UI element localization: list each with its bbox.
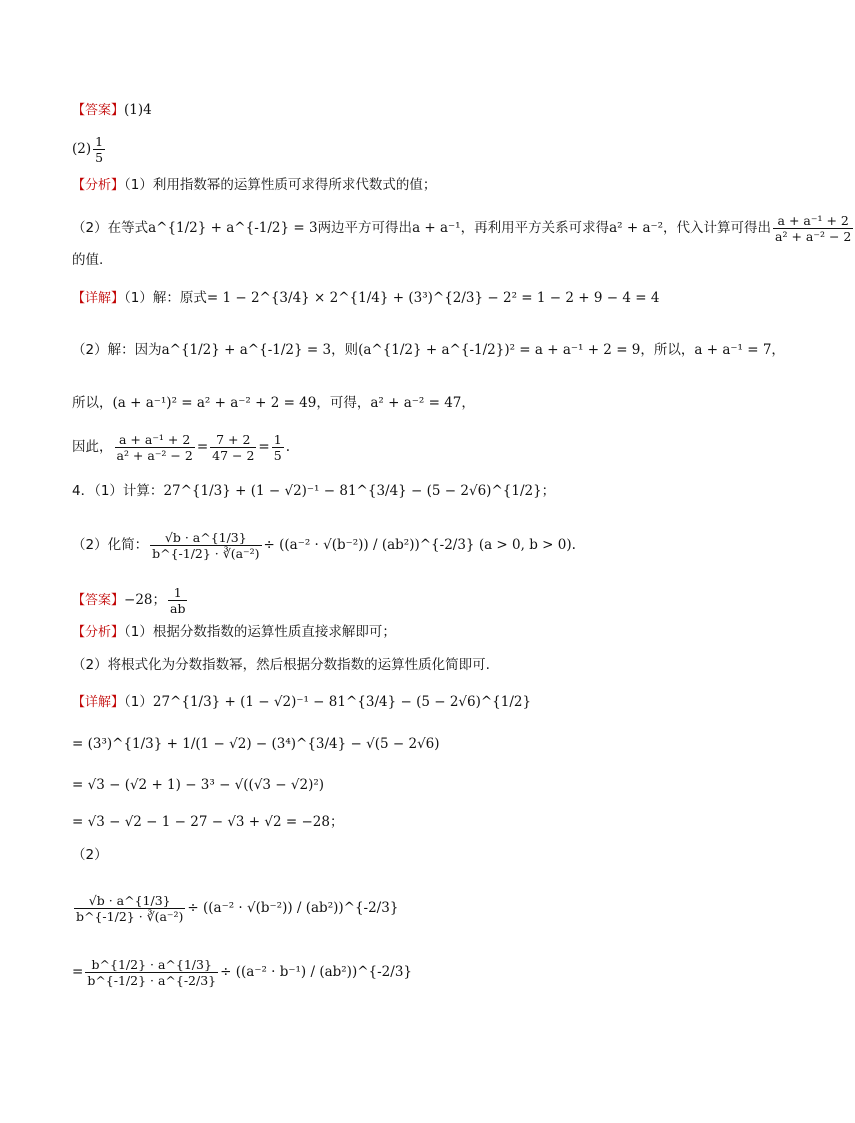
q3-answer-2 bbox=[72, 134, 107, 165]
q3-detail-2 bbox=[72, 341, 785, 359]
math-expression: = √3 − (√2 + 1) − 3³ − √((√3 − √2)²) bbox=[72, 777, 325, 793]
text: ； bbox=[152, 592, 167, 608]
q4-step-1 bbox=[72, 735, 440, 753]
text: 的值. bbox=[72, 252, 104, 268]
q3-answer-1 bbox=[72, 101, 152, 120]
fraction bbox=[115, 432, 195, 463]
equals-sign: = bbox=[196, 439, 209, 455]
text: （1） bbox=[124, 694, 153, 710]
math-expression: a + a⁻¹ bbox=[412, 220, 461, 236]
math-expression: 27^{1/3} + (1 − √2)⁻¹ − 81^{3/4} − (5 − 2√6)^{1/2} bbox=[163, 483, 542, 499]
denominator: 5 bbox=[95, 150, 104, 165]
q3-detail-3 bbox=[72, 394, 475, 412]
text: ，所以， bbox=[640, 342, 695, 358]
fraction bbox=[74, 893, 185, 924]
q3-detail-4 bbox=[72, 432, 290, 463]
q4-stem-2 bbox=[72, 530, 576, 561]
q3-answer-2-fraction bbox=[93, 134, 105, 165]
fraction bbox=[85, 957, 218, 988]
text: ，则 bbox=[331, 342, 359, 358]
detail-tag: 【详解】 bbox=[72, 291, 125, 306]
math-expression: = √3 − √2 − 1 − 27 − √3 + √2 = −28； bbox=[72, 814, 344, 830]
numerator: 1 bbox=[168, 585, 187, 601]
text: （2） bbox=[72, 847, 108, 863]
text: （1）根据分数指数的运算性质直接求解即可； bbox=[124, 624, 396, 640]
text: 两边平方可得出 bbox=[317, 220, 413, 236]
math-expression: a² + a⁻² = 47 bbox=[370, 395, 462, 411]
denominator: a² + a⁻² − 2 bbox=[775, 229, 852, 244]
fraction bbox=[168, 585, 187, 616]
text: ； bbox=[541, 483, 556, 499]
q4-step-3 bbox=[72, 813, 344, 831]
q4-detail-1 bbox=[72, 693, 531, 712]
q3-analysis-2 bbox=[72, 213, 855, 244]
denominator: b^{-1/2} · ∛(a⁻²) bbox=[152, 546, 260, 561]
denominator: ab bbox=[170, 601, 186, 616]
math-expression: 27^{1/3} + (1 − √2)⁻¹ − 81^{3/4} − (5 − 2√6)^{1/2} bbox=[152, 694, 532, 710]
text: 所以， bbox=[72, 395, 113, 411]
text: ， bbox=[461, 395, 475, 411]
denominator: 5 bbox=[273, 448, 282, 463]
equals-sign: = bbox=[72, 964, 84, 980]
math-expression: ÷ ((a⁻² · √(b⁻²)) / (ab²))^{-2/3} bbox=[263, 537, 475, 553]
numerator: b^{1/2} · a^{1/3} bbox=[85, 957, 218, 973]
fraction bbox=[210, 432, 256, 463]
q4-answer bbox=[72, 585, 189, 616]
math-expression: (a^{1/2} + a^{-1/2})² = a + a⁻¹ + 2 = 9 bbox=[358, 342, 641, 358]
text: （2）解：因为 bbox=[72, 342, 162, 358]
q3-detail-1 bbox=[72, 289, 659, 308]
q3-analysis-1-text: （1）利用指数幂的运算性质可求得所求代数式的值； bbox=[124, 177, 437, 193]
equals-sign: = bbox=[258, 439, 270, 455]
text: （1）解：原式 bbox=[124, 290, 207, 306]
text: 因此， bbox=[72, 439, 113, 455]
q4-analysis-2 bbox=[72, 656, 490, 674]
detail-tag: 【详解】 bbox=[72, 695, 125, 710]
q3-analysis-1 bbox=[72, 176, 436, 195]
fraction bbox=[150, 530, 261, 561]
q4-part2-line-2 bbox=[72, 957, 412, 988]
q4-analysis-1 bbox=[72, 623, 396, 642]
period: . bbox=[285, 439, 290, 455]
numerator: a + a⁻¹ + 2 bbox=[115, 432, 195, 448]
text: ，再利用平方关系可求得 bbox=[460, 220, 610, 236]
period: . bbox=[571, 537, 576, 553]
denominator: b^{-1/2} · ∛(a⁻²) bbox=[76, 909, 184, 924]
text: ， bbox=[771, 342, 785, 358]
q4-stem-1 bbox=[72, 482, 555, 500]
q4-part2-line-1 bbox=[72, 893, 398, 924]
text: （2）化简： bbox=[72, 537, 149, 553]
condition: (a > 0, b > 0) bbox=[478, 537, 572, 553]
math-expression: = (3³)^{1/3} + 1/(1 − √2) − (3⁴)^{3/4} − √(5 − 2√6) bbox=[72, 736, 440, 752]
math-expression: ÷ ((a⁻² · √(b⁻²)) / (ab²))^{-2/3} bbox=[187, 900, 399, 916]
fraction bbox=[773, 213, 853, 244]
numerator: 1 bbox=[95, 134, 104, 149]
text: ，代入计算可得出 bbox=[663, 220, 772, 236]
text: ，可得， bbox=[316, 395, 371, 411]
numerator: 1 bbox=[273, 432, 282, 447]
q4-step-2 bbox=[72, 776, 324, 794]
q3-answer-1-value: (1)4 bbox=[124, 102, 152, 118]
denominator: 47 − 2 bbox=[212, 448, 255, 463]
math-expression: ÷ ((a⁻² · b⁻¹) / (ab²))^{-2/3} bbox=[220, 964, 412, 980]
answer-tag: 【答案】 bbox=[72, 103, 125, 118]
fraction bbox=[272, 432, 284, 463]
q4-part2-label bbox=[72, 846, 108, 864]
text: （2）在等式 bbox=[72, 220, 149, 236]
numerator: a + a⁻¹ + 2 bbox=[773, 213, 853, 229]
q3-answer-2-prefix: (2) bbox=[72, 141, 92, 157]
denominator: a² + a⁻² − 2 bbox=[116, 448, 193, 463]
numerator: √b · a^{1/3} bbox=[150, 530, 261, 546]
analysis-tag: 【分析】 bbox=[72, 178, 125, 193]
q3-analysis-2-end bbox=[72, 251, 103, 269]
text: （2）将根式化为分数指数幂，然后根据分数指数的运算性质化简即可. bbox=[72, 657, 490, 673]
math-expression: a² + a⁻² bbox=[609, 220, 664, 236]
math-expression: a^{1/2} + a^{-1/2} = 3 bbox=[161, 342, 332, 358]
answer-tag: 【答案】 bbox=[72, 593, 125, 608]
math-expression: a^{1/2} + a^{-1/2} = 3 bbox=[148, 220, 318, 236]
math-expression: a + a⁻¹ = 7 bbox=[694, 342, 772, 358]
question-number: 4．（1）计算： bbox=[72, 483, 164, 499]
math-expression: = 1 − 2^{3/4} × 2^{1/4} + (3³)^{2/3} − 2² = 1 − 2 + 9 − 4 = 4 bbox=[206, 290, 660, 306]
numerator: √b · a^{1/3} bbox=[74, 893, 185, 909]
analysis-tag: 【分析】 bbox=[72, 625, 125, 640]
answer-value: −28 bbox=[124, 592, 153, 608]
denominator: b^{-1/2} · a^{-2/3} bbox=[87, 973, 217, 988]
math-expression: (a + a⁻¹)² = a² + a⁻² + 2 = 49 bbox=[112, 395, 317, 411]
numerator: 7 + 2 bbox=[210, 432, 256, 448]
